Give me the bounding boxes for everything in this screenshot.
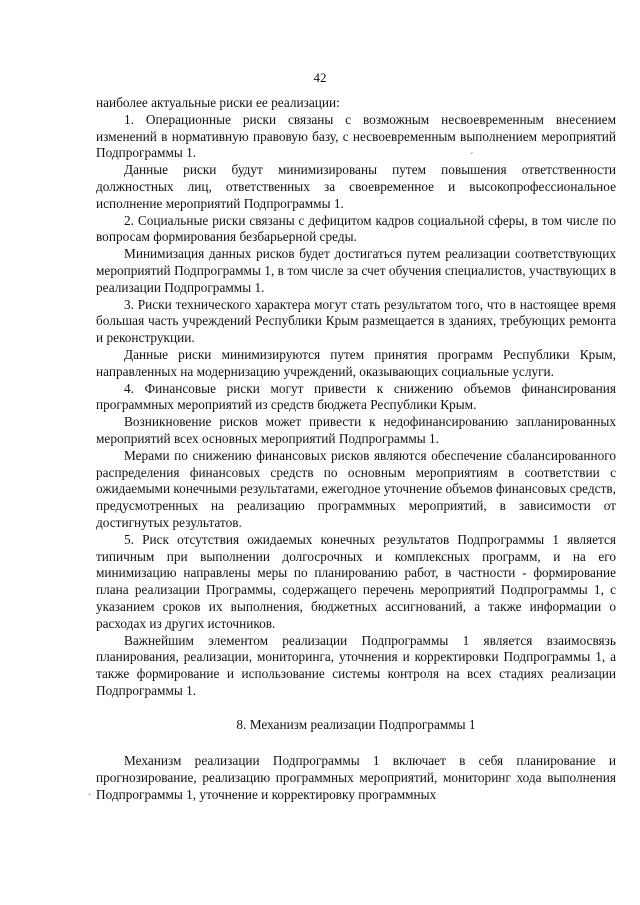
risks-section-text [96,95,616,700]
stray-mark: ˊ [470,152,474,163]
paragraph: Возникновение рисков может привести к недофинансированию запланированных мероприятий всех основных мероприятий Подпрограммы 1. [96,414,616,446]
paragraph: Минимизация данных рисков будет достигаться путем реализации соответствующих мероприятий Подпрограммы 1, в том числе за счет обучения специалистов, участвующих в реализации Подпрограммы 1. [96,246,616,295]
mechanism-section-text [96,753,616,803]
paragraph: Механизм реализации Подпрограммы 1 включает в себя планирование и прогнозирование, реализацию программных мероприятий, мониторинг хода выполнения Подпрограммы 1, уточнение и корректировку программных [96,753,616,803]
paragraph: Мерами по снижению финансовых рисков являются обеспечение сбалансированного распределения финансовых средств по основным мероприятиям в соответствии с ожидаемыми конечными результатами, ежегодное уточнение объемов финансовых средств, предусмотренных на реализацию программных мероприятий, в зависимости от достигнутых результатов. [96,447,616,530]
paragraph: 4. Финансовые риски могут привести к снижению объемов финансирования программных мероприятий из средств бюджета Республики Крым. [96,380,616,413]
paragraph: Данные риски будут минимизированы путем повышения ответственности должностных лиц, ответственных за своевременное и высокопрофессиональное исполнение мероприятий Подпрограммы 1. [96,162,616,211]
paragraph: Данные риски минимизируются путем принятия программ Республики Крым, направленных на модернизацию учреждений, оказывающих социальные услуги. [96,346,616,379]
page-number: 42 [313,70,327,85]
paragraph: 3. Риски технического характера могут стать результатом того, что в настоящее время большая часть учреждений Республики Крым размещается в зданиях, требующих ремонта и реконструкции. [96,296,616,346]
paragraph: 5. Риск отсутствия ожидаемых конечных результатов Подпрограммы 1 является типичным при выполнении долгосрочных и комплексных программ, и на его минимизацию направлены меры по планированию работ, в частности - формирование плана реализации Программы, содержащего перечень мероприятий Подпрограммы 1, с указанием сроков их выполнения, бюджетных ассигнований, а также информации о расходах из других источников. [96,531,616,631]
paragraph: 2. Социальные риски связаны с дефицитом кадров социальной сферы, в том числе по вопросам формирования безбарьерной среды. [96,212,616,245]
section-heading: 8. Механизм реализации Подпрограммы 1 [236,716,476,732]
stray-mark: · [88,790,92,801]
paragraph: Важнейшим элементом реализации Подпрограммы 1 является взаимосвязь планирования, реализации, мониторинга, уточнения и корректировки Подпрограммы 1, а также формирование и использование системы контроля на всех стадиях реализации Подпрограммы 1. [96,632,616,698]
paragraph: 1. Операционные риски связаны с возможным несвоевременным внесением изменений в нормативную правовую базу, с несвоевременным выполнением мероприятий Подпрограммы 1. [96,111,616,161]
document-body [96,95,616,804]
paragraph: наиболее актуальные риски ее реализации: [96,95,340,110]
